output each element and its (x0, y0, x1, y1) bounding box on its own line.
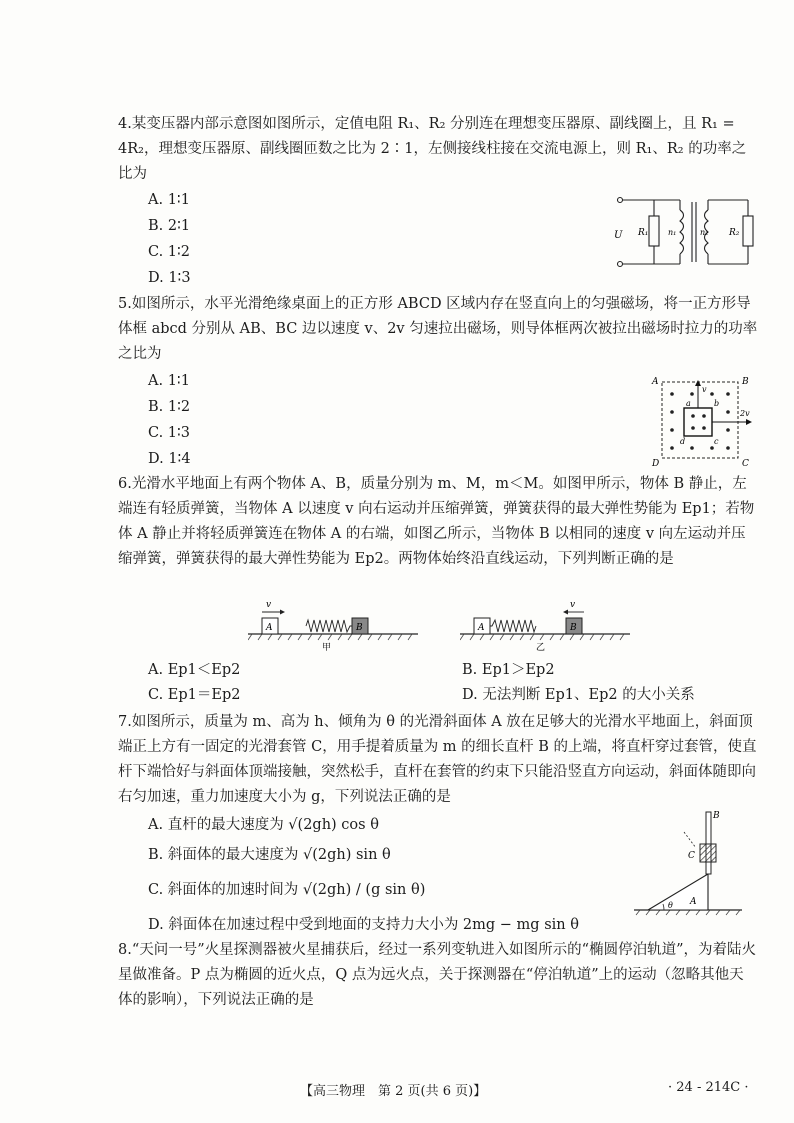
label-A: A (266, 623, 273, 633)
option-c: C. 1∶3 (148, 425, 191, 441)
question-6 (118, 472, 758, 572)
question-4 (118, 112, 758, 187)
paper-code: · 24 - 214C · (668, 1080, 749, 1095)
label-b: b (714, 399, 720, 408)
label-r1: R₁ (638, 228, 649, 238)
question-stem: 4.某变压器内部示意图如图所示，定值电阻 R₁、R₂ 分别连在理想变压器原、副线圈上，且 R₁ = 4R₂，理想变压器原、副线圈匝数之比为 2∶1，左侧接线柱接在交流电源上，则 R₁、R₂ 的功率之比为 (118, 116, 747, 182)
label-A: A (478, 623, 485, 633)
option-d: D. 1∶3 (148, 270, 191, 286)
option-a: A. 直杆的最大速度为 √(2gh) cos θ (148, 817, 379, 833)
option-a: A. 1∶1 (148, 192, 190, 208)
label-c: c (714, 437, 719, 446)
label-n1: n₁ (668, 228, 677, 237)
question-stem: 5.如图所示，水平光滑绝缘桌面上的正方形 ABCD 区域内存在竖直向上的匀强磁场，将一正方形导体框 abcd 分别从 AB、BC 边以速度 v、2v 匀速拉出磁场，则导体框两次被拉出磁场时拉力的功率之比为 (118, 296, 758, 362)
magnetic-field-figure (648, 372, 758, 468)
option-d: D. 斜面体在加速过程中受到地面的支持力大小为 2mg − mg sin θ (148, 917, 579, 933)
label-v: v (570, 600, 576, 610)
label-u: U (614, 230, 623, 241)
label-yi: 乙 (536, 643, 546, 652)
spring-figure-jia (248, 596, 418, 652)
option-d: D. 无法判断 Ep1、Ep2 的大小关系 (462, 687, 695, 703)
label-v: v (266, 600, 272, 610)
question-7 (118, 710, 758, 810)
label-jia: 甲 (322, 643, 332, 652)
option-c: C. 1∶2 (148, 244, 191, 260)
label-D: D (652, 459, 660, 468)
transformer-figure (612, 192, 762, 270)
option-c: C. 斜面体的加速时间为 √(2gh) / (g sin θ) (148, 882, 426, 898)
page-footer: 【高三物理 第 2 页(共 6 页)】 (300, 1084, 487, 1099)
spring-figure-yi (460, 596, 630, 652)
question-stem: 6.光滑水平地面上有两个物体 A、B，质量分别为 m、M，m＜M。如图甲所示，物体 B 静止，左端连有轻质弹簧，当物体 A 以速度 v 向右运动并压缩弹簧，弹簧获得的最大弹性势能为 Ep1；若物体 A 静止并将轻质弹簧连在物体 A 的右端，如图乙所示，当物体 B 以相同的速度 v 向左运动并压缩弹簧，弹簧获得的最大弹性势能为 Ep2。两物体始终沿直线运动，下列判断正确的是 (118, 476, 755, 567)
label-A: A (690, 897, 697, 907)
option-d: D. 1∶4 (148, 451, 191, 467)
option-b: B. 斜面体的最大速度为 √(2gh) sin θ (148, 847, 391, 863)
label-B: B (713, 811, 720, 821)
question-stem: 8.“天问一号”火星探测器被火星捕获后，经过一系列变轨进入如图所示的“椭圆停泊轨道”，为着陆火星做准备。P 点为椭圆的近火点，Q 点为远火点，关于探测器在“停泊轨道”上的运动（忽略其他天体的影响），下列说法正确的是 (118, 942, 756, 1008)
option-b: B. Ep1＞Ep2 (462, 662, 555, 678)
label-C: C (742, 459, 749, 468)
label-B: B (356, 623, 363, 633)
incline-rod-figure (634, 808, 742, 916)
label-theta: θ (668, 901, 673, 910)
label-C: C (688, 851, 695, 861)
question-5 (118, 292, 758, 367)
question-8 (118, 938, 758, 1013)
option-b: B. 1∶2 (148, 399, 191, 415)
label-B: B (570, 623, 577, 633)
question-stem: 7.如图所示，质量为 m、高为 h、倾角为 θ 的光滑斜面体 A 放在足够大的光滑水平地面上，斜面顶端正上方有一固定的光滑套管 C，用手提着质量为 m 的细长直杆 B 的上端，将直杆穿过套管，使直杆下端恰好与斜面体顶端接触，突然松手，直杆在套管的约束下只能沿竖直方向运动，斜面体随即向右匀加速，重力加速度大小为 g，下列说法正确的是 (118, 714, 757, 805)
label-n2: n₂ (700, 228, 709, 237)
label-B: B (742, 377, 749, 387)
option-a: A. 1∶1 (148, 373, 190, 389)
label-A: A (652, 377, 659, 387)
option-a: A. Ep1＜Ep2 (148, 662, 241, 678)
label-a: a (686, 399, 691, 408)
label-2v: 2v (740, 409, 750, 418)
label-v: v (702, 385, 707, 394)
label-r2: R₂ (729, 228, 740, 238)
label-d: d (680, 437, 686, 446)
option-b: B. 2∶1 (148, 218, 191, 234)
option-c: C. Ep1＝Ep2 (148, 687, 241, 703)
